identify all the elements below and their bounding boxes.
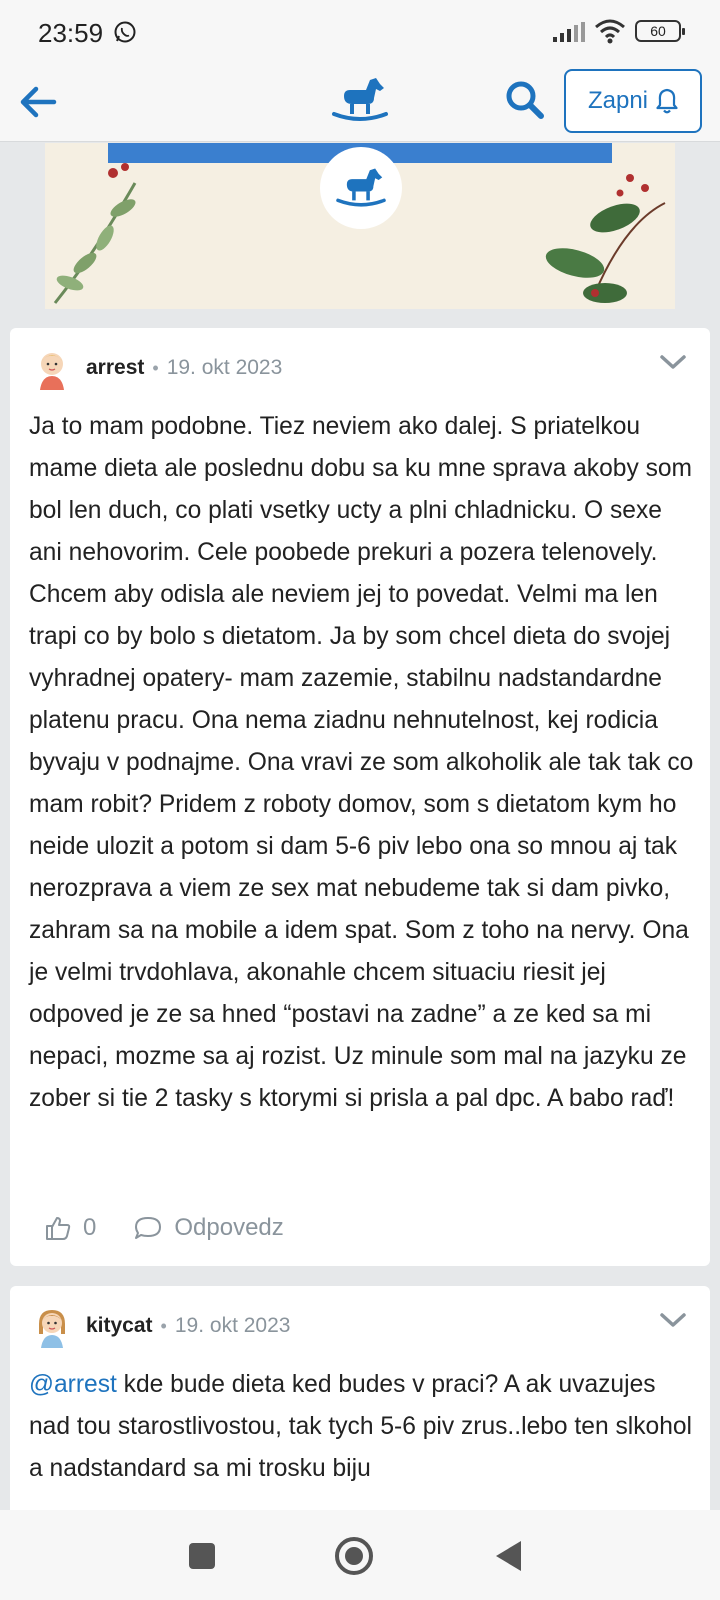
- chevron-down-icon[interactable]: [658, 350, 688, 374]
- home-circle-icon: [334, 1536, 374, 1576]
- author-name[interactable]: arrest: [86, 356, 145, 379]
- post-date: 19. okt 2023: [174, 1314, 291, 1337]
- system-navigation-bar: [0, 1510, 720, 1600]
- like-button[interactable]: [45, 1214, 96, 1242]
- comment-card: [10, 328, 710, 1266]
- home-button[interactable]: [330, 1532, 378, 1580]
- square-icon: [188, 1542, 216, 1570]
- avatar[interactable]: [30, 346, 74, 390]
- leaf-branch-left-decoration: [45, 143, 165, 309]
- wifi-icon: [594, 18, 626, 44]
- comment-text: Ja to mam podobne. Tiez neviem ako dalej. S priatelkou mame dieta ale poslednu dobu sa ku mne sprava akoby som bol len duch, co plati vsetky ucty a plni chladnicku. O sexe ani nehovorim. Cele poobede prekuri a pozera telenovely. Chcem aby odisla ale neviem jej to povedat. Velmi ma len trapi co by bolo s dietatom. Ja by som chcel dieta do svojej vyhradnej opatery- mam zazemie, stabilnu nadstandardne platenu pracu. Ona nema ziadnu nehnutelnost, kej rodicia byvaju v podnajme. Ona vravi ze som alkoholik ale tak tak co mam robit? Pridem z roboty domov, som s dietatom kym ho neide ulozit a potom si dam 5-6 piv lebo ona so mnou aj tak nerozprava a viem ze sex mat nebudeme tak si dam pivko, zahram sa na mobile a idem spat. Som z toho na nervy. Ona je velmi trvdohlava, akonahle chcem situaciu riesit jej odpoved je ze sa hned “postavi na zadne” a ze ked sa mi nepaci, mozme sa aj rozist. Uz minule som mal na jazyku ze zober si tie 2 tasky s ktorymi si prisla a pal dpc. A babo raď!: [29, 413, 694, 1112]
- thumbs-up-icon: [45, 1215, 71, 1241]
- rocking-horse-icon: [334, 165, 388, 211]
- signal-icon: [553, 22, 585, 42]
- post-date: 19. okt 2023: [166, 356, 283, 379]
- reply-label: Odpovedz: [174, 1214, 284, 1241]
- search-icon[interactable]: [503, 78, 547, 122]
- app-header: [0, 60, 720, 142]
- status-bar: [0, 0, 720, 60]
- rocking-horse-logo-icon[interactable]: [330, 74, 390, 126]
- system-back-button[interactable]: [484, 1532, 532, 1580]
- recent-apps-button[interactable]: [178, 1532, 226, 1580]
- group-banner: [45, 143, 675, 309]
- speech-bubble-icon: [134, 1215, 162, 1241]
- separator-dot: •: [160, 1315, 167, 1336]
- triangle-back-icon: [493, 1539, 523, 1573]
- like-count: 0: [83, 1214, 97, 1241]
- banner-logo-badge: [320, 147, 402, 229]
- comment-author-row: [30, 1304, 290, 1348]
- comment-text-body: kde bude dieta ked budes v praci? A ak uvazujes nad tou starostlivostou, tak tych 5-6 piv zrus..lebo ten slkohol a nadstandard sa mi trosku biju: [29, 1371, 693, 1482]
- holly-branch-right-decoration: [535, 143, 675, 309]
- author-name[interactable]: kitycat: [86, 1314, 153, 1337]
- back-arrow-icon[interactable]: [16, 80, 60, 124]
- bell-icon: [656, 88, 678, 114]
- whatsapp-icon: [113, 20, 137, 44]
- user-mention-link[interactable]: @arrest: [29, 1371, 117, 1398]
- battery-level: 60: [650, 23, 666, 39]
- reply-button[interactable]: [134, 1214, 283, 1242]
- notifications-toggle-button[interactable]: [564, 69, 702, 133]
- comment-actions: [45, 1208, 284, 1248]
- separator-dot: •: [152, 357, 159, 378]
- notifications-toggle-label: Zapni: [587, 87, 649, 114]
- comment-card: [10, 1286, 710, 1516]
- chevron-down-icon[interactable]: [658, 1308, 688, 1332]
- avatar[interactable]: [30, 1304, 74, 1348]
- comment-author-row: [30, 346, 282, 390]
- comment-text: [29, 1364, 699, 1490]
- status-time: 23:59: [38, 18, 104, 48]
- battery-indicator: [635, 20, 681, 42]
